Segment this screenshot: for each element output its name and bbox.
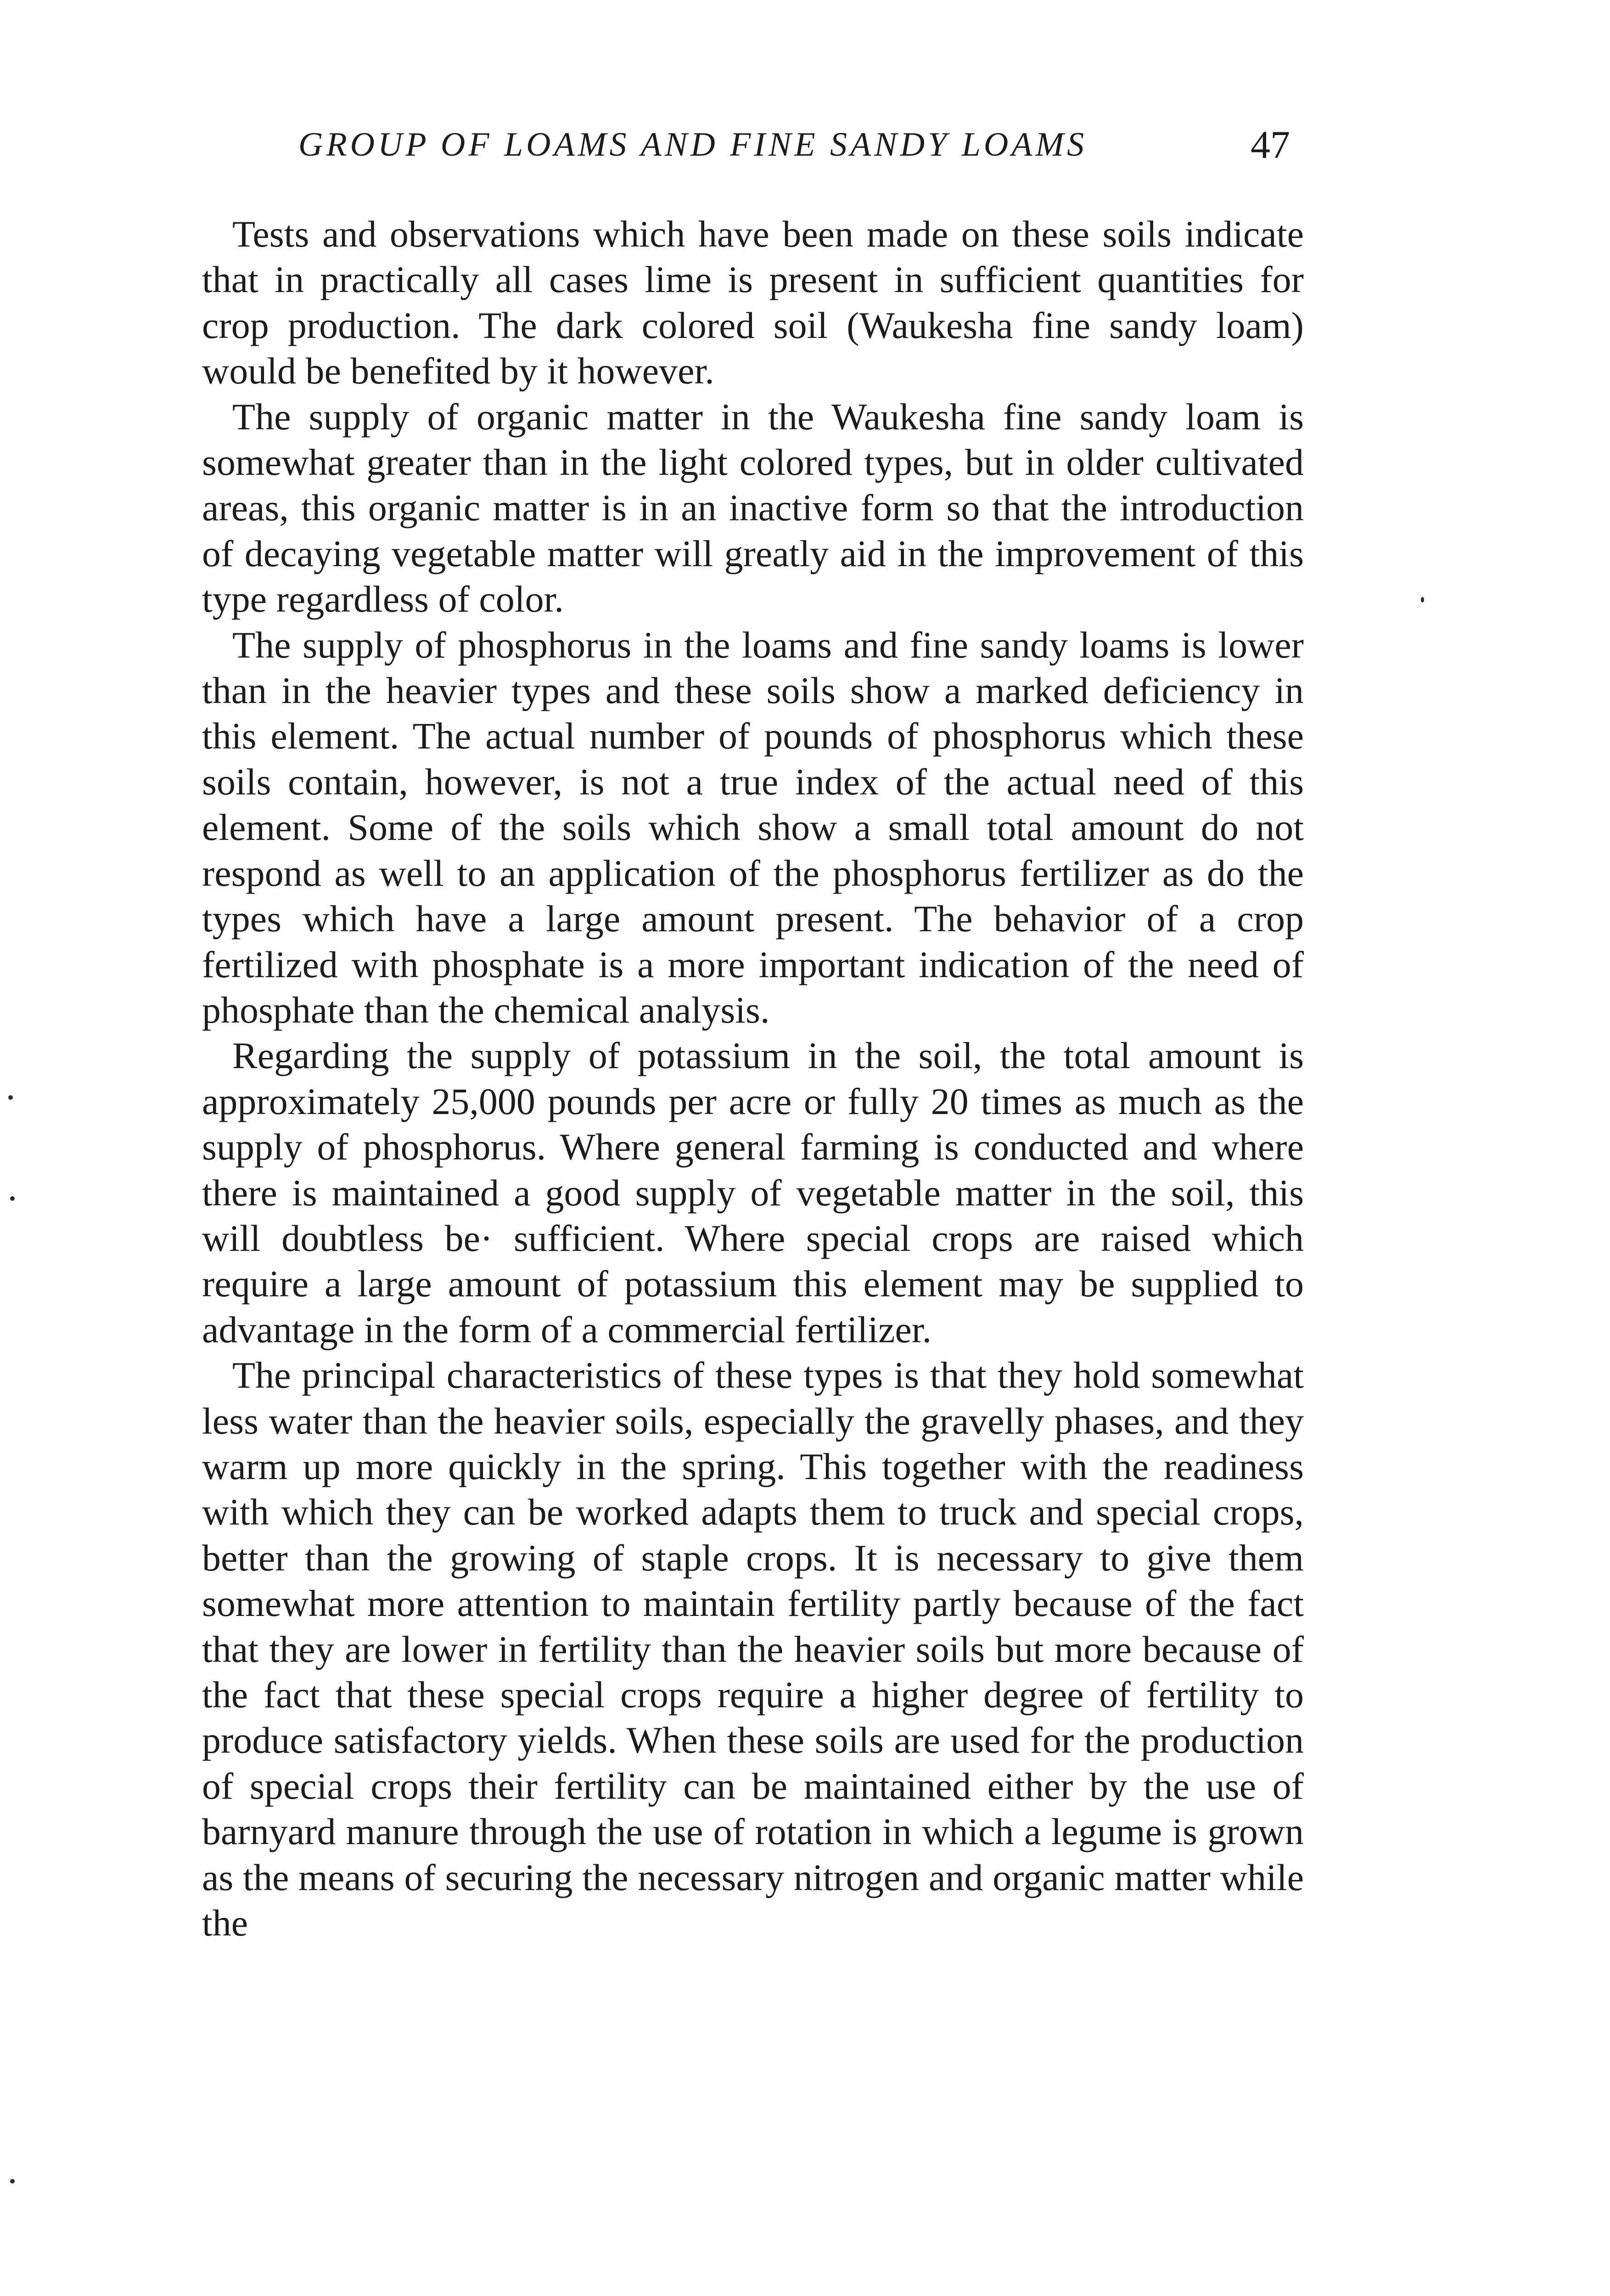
paragraph-organic-matter: The supply of organic matter in the Waukesha fine sandy loam is somewhat greater than in the light colored types, but in older cultivated areas, this organic matter is in an inactive form so that the introduction of decaying vegetable matter will greatly aid in the improvement of this type regardless of color.	[202, 395, 1304, 620]
paragraph-lime: Tests and observations which have been made on these soils indicate that in practically all cases lime is present in sufficient quantities for crop production. The dark colored soil (Waukesha fine sandy loam) would be benefited by it however.	[202, 213, 1304, 392]
margin-speck	[10, 1196, 15, 1201]
margin-speck	[1421, 597, 1424, 602]
margin-speck	[8, 1095, 13, 1100]
paragraph-phosphorus: The supply of phosphorus in the loams and fine sandy loams is lower than in the heavier types and these soils show a marked deficiency in this element. The actual number of pounds of phosphorus which these soils contain, however, is not a true index of the actual need of this element. Some of the soils which show a small total amount do not respond as well to an application of the phosphorus fertilizer as do the types which have a large amount present. The behavior of a crop fertilized with phosphate is a more important indication of the need of phosphate than the chemical analysis.	[202, 624, 1304, 1031]
running-title: GROUP OF LOAMS AND FINE SANDY LOAMS	[298, 126, 1088, 163]
page-number: 47	[1251, 123, 1290, 167]
body-text	[202, 211, 1304, 1946]
paragraph-characteristics: The principal characteristics of these types is that they hold somewhat less water than the heavier soils, especially the gravelly phases, and they warm up more quickly in the spring. This together with the readiness with which they can be worked adapts them to truck and special crops, better than the growing of staple crops. It is necessary to give them somewhat more attention to maintain fertility partly because of the fact that they are lower in fertility than the heavier soils but more because of the fact that these special crops require a higher degree of fertility to produce satisfactory yields. When these soils are used for the production of special crops their fertility can be maintained either by the use of barnyard manure through the use of rotation in which a legume is grown as the means of securing the necessary nitrogen and organic matter while the	[202, 1354, 1304, 1944]
paragraph-potassium: Regarding the supply of potassium in the soil, the total amount is approximately 25,000 pounds per acre or fully 20 times as much as the supply of phosphorus. Where general farming is conducted and where there is maintained a good supply of vegetable matter in the soil, this will doubtless be· sufficient. Where special crops are raised which require a large amount of potassium this element may be supplied to advantage in the form of a commercial fertilizer.	[202, 1035, 1304, 1351]
page-header	[298, 113, 1299, 172]
margin-speck	[10, 2179, 15, 2183]
